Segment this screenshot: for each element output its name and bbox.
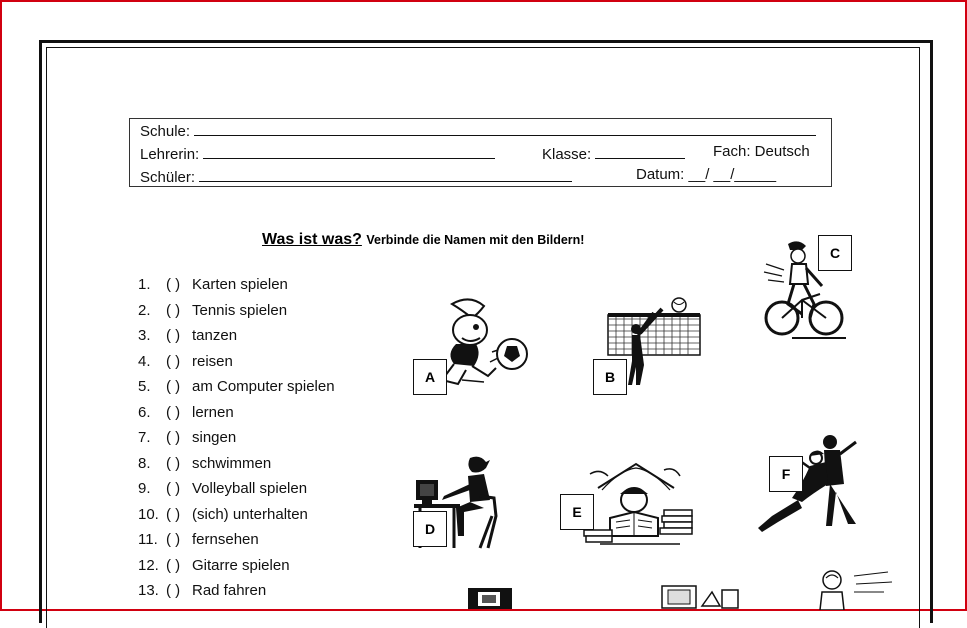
answer-blank[interactable]: ( ) [166, 276, 181, 293]
list-item [138, 302, 287, 322]
item-text: Gitarre spielen [192, 556, 290, 574]
item-text: Karten spielen [192, 276, 288, 293]
student-row [140, 166, 820, 186]
list-item [138, 404, 234, 424]
answer-blank[interactable]: ( ) [166, 480, 181, 497]
item-text: (sich) unterhalten [192, 505, 308, 523]
singer-icon [808, 568, 898, 610]
list-item [138, 582, 266, 602]
label-f: F [769, 456, 803, 492]
label-b: B [593, 359, 627, 395]
class-field [542, 143, 685, 163]
label-a: A [413, 359, 447, 395]
list-item [138, 480, 307, 500]
date-blank[interactable]: __/ __/_____ [688, 166, 777, 183]
item-number: 5. [138, 378, 151, 395]
class-label: Klasse: [542, 146, 592, 163]
item-number: 13. [138, 582, 159, 599]
item-number: 12. [138, 556, 159, 574]
answer-blank[interactable]: ( ) [166, 454, 181, 472]
item-text: fernsehen [192, 531, 259, 548]
soccer-smurf-icon [432, 296, 532, 392]
item-text: tanzen [192, 327, 238, 344]
list-item [138, 353, 233, 373]
studying-girl-icon [580, 460, 695, 552]
teacher-row [140, 143, 820, 163]
list-item [138, 378, 335, 398]
item-number: 11. [138, 531, 158, 548]
exercise-instruction: Verbinde die Namen mit den Bildern! [366, 233, 585, 247]
answer-blank[interactable]: ( ) [166, 352, 181, 370]
item-text: singen [192, 429, 237, 446]
answer-blank[interactable]: ( ) [166, 403, 181, 421]
label-d: D [413, 511, 447, 547]
item-text: am Computer spielen [192, 378, 335, 395]
item-number: 2. [138, 301, 151, 319]
exercise-heading [262, 231, 584, 249]
item-number: 7. [138, 429, 151, 446]
list-item [138, 429, 236, 449]
header-info-box [129, 118, 832, 187]
school-label: Schule: [140, 123, 191, 140]
teacher-blank[interactable] [203, 143, 495, 159]
exercise-title: Was ist was? [262, 231, 362, 248]
list-item [138, 276, 288, 296]
answer-blank[interactable]: ( ) [166, 582, 181, 599]
answer-blank[interactable]: ( ) [166, 429, 181, 446]
item-text: reisen [192, 352, 233, 370]
item-text: lernen [192, 403, 234, 421]
item-number: 1. [138, 276, 151, 293]
answer-blank[interactable]: ( ) [166, 531, 181, 548]
item-number: 9. [138, 480, 151, 497]
answer-blank[interactable]: ( ) [166, 327, 181, 344]
item-number: 4. [138, 352, 151, 370]
teacher-label: Lehrerin: [140, 146, 200, 163]
item-text: Tennis spielen [192, 301, 288, 319]
item-number: 10. [138, 505, 159, 523]
item-number: 6. [138, 403, 151, 421]
item-number: 3. [138, 327, 151, 344]
answer-blank[interactable]: ( ) [166, 556, 181, 574]
list-item [138, 531, 259, 551]
answer-blank[interactable]: ( ) [166, 301, 181, 319]
item-text: Rad fahren [192, 582, 267, 599]
item-text: schwimmen [192, 454, 272, 472]
label-e: E [560, 494, 594, 530]
list-item [138, 327, 237, 347]
list-item [138, 506, 308, 526]
student-blank[interactable] [199, 166, 572, 182]
item-text: Volleyball spielen [192, 480, 308, 497]
answer-blank[interactable]: ( ) [166, 378, 181, 395]
tv-watcher-icon [468, 588, 512, 609]
list-item [138, 455, 271, 475]
list-item [138, 557, 290, 577]
date-field [636, 166, 776, 183]
subject-label: Fach: Deutsch [713, 143, 810, 160]
class-blank[interactable] [595, 143, 685, 159]
student-label: Schüler: [140, 169, 196, 186]
label-c: C [818, 235, 852, 271]
date-label: Datum: [636, 166, 685, 183]
answer-blank[interactable]: ( ) [166, 505, 181, 523]
school-blank[interactable] [194, 120, 816, 136]
reading-person-icon [660, 584, 740, 609]
item-number: 8. [138, 454, 151, 472]
school-row [140, 120, 816, 140]
